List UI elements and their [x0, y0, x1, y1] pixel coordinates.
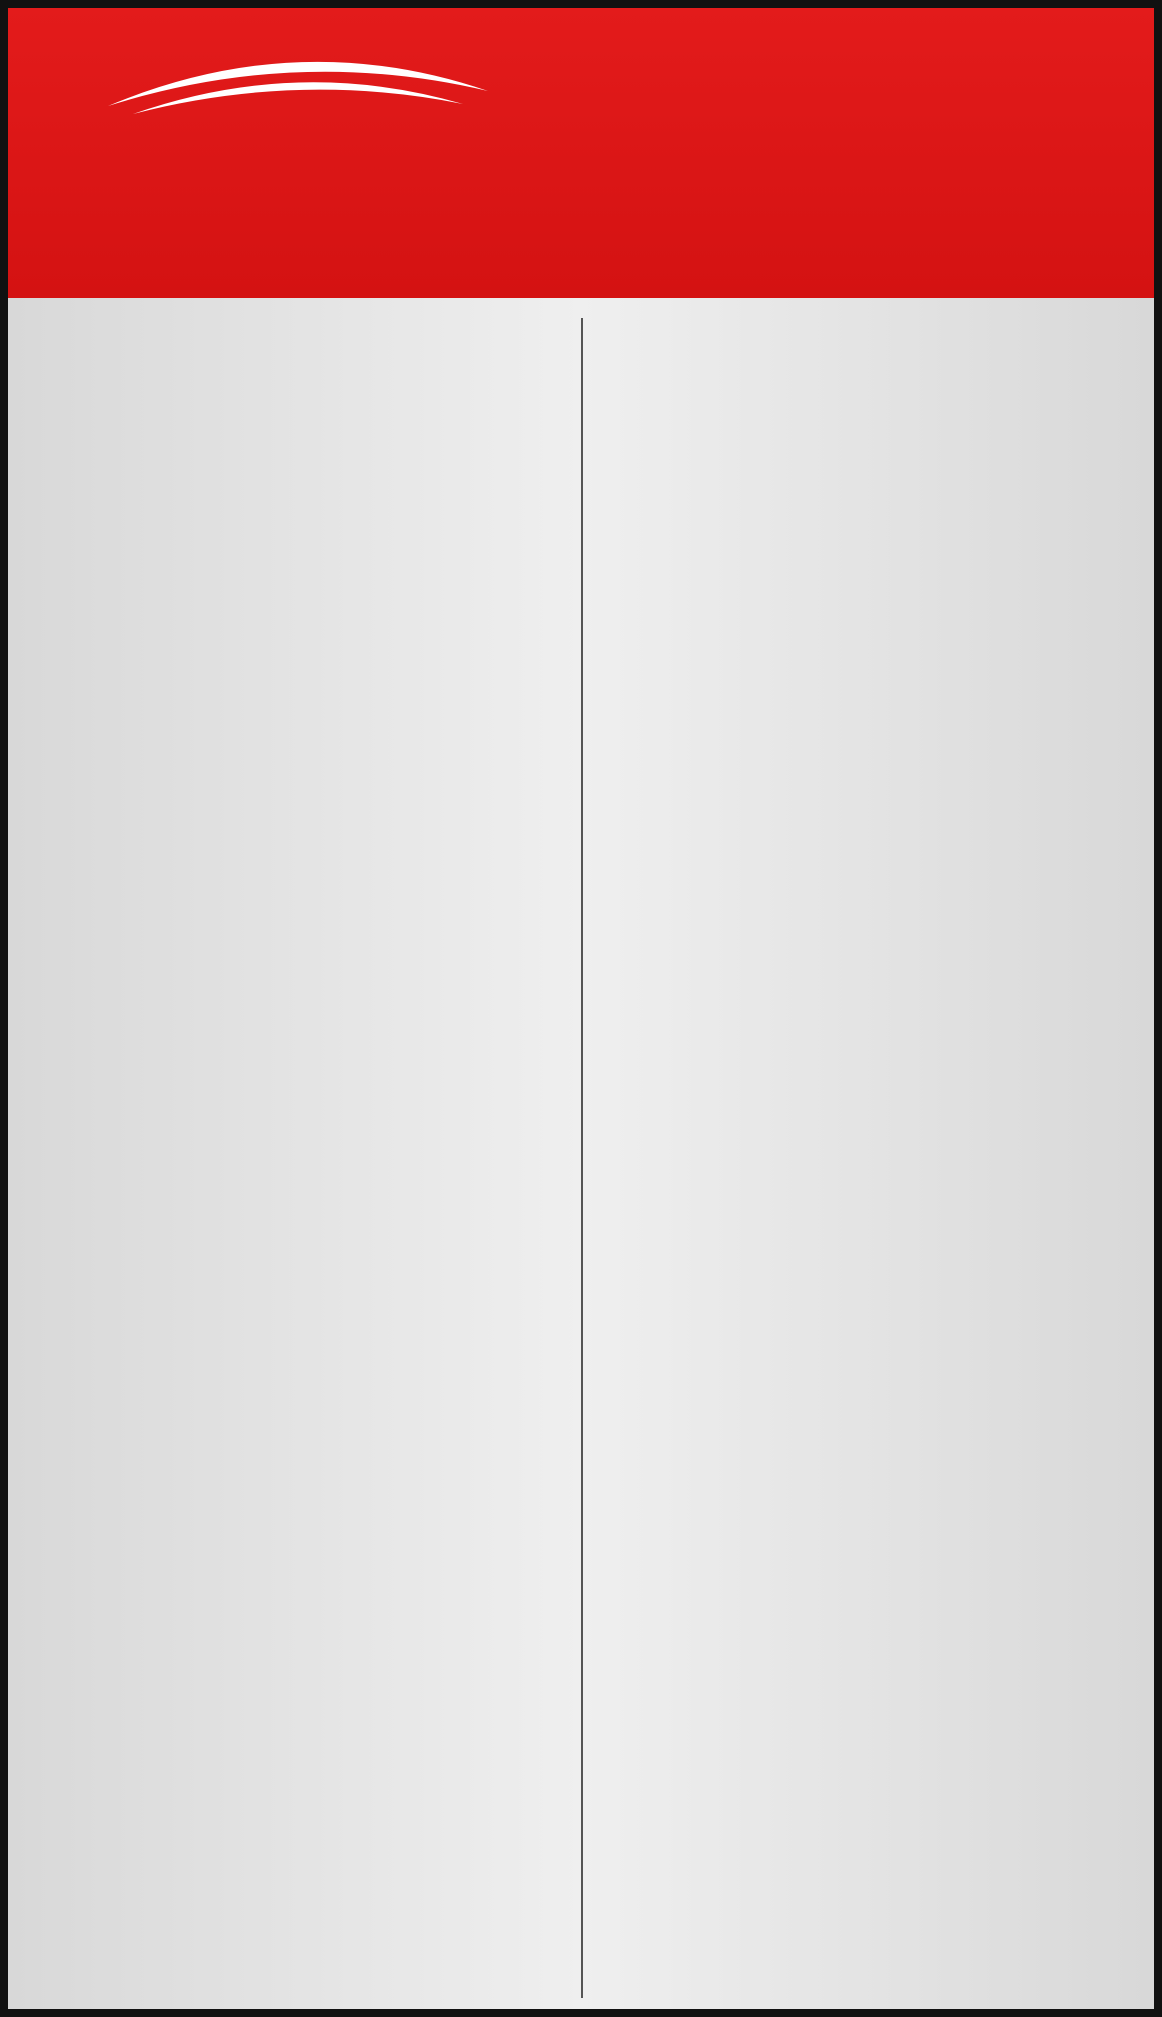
right-column: [594, 298, 1128, 2009]
left-column: [30, 298, 570, 2009]
column-divider: [581, 318, 583, 1998]
flyer-frame: [8, 8, 1154, 2009]
logo-arc-icon: [103, 36, 493, 116]
listings-body: [8, 298, 1154, 2009]
header-banner: [8, 8, 1154, 298]
